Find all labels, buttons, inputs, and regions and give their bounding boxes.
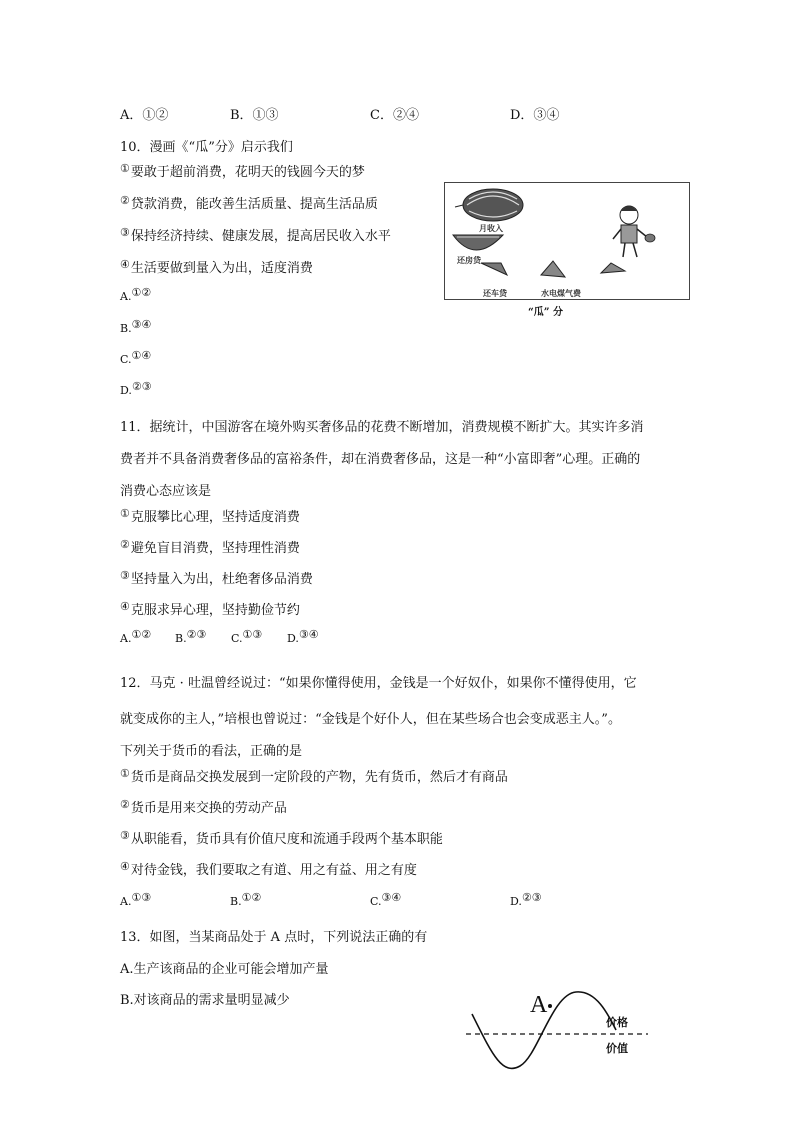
q11-item-text: 避免盲目消费，坚持理性消费: [130, 541, 300, 556]
q12-item-2: [120, 797, 287, 816]
q13-option-a: A.生产该商品的企业可能会增加产量: [120, 962, 329, 977]
q11-item-number: ③: [120, 569, 130, 582]
q10-item-4: [120, 257, 313, 276]
q12-option-b: [230, 891, 262, 908]
option-value: ①②: [131, 286, 152, 299]
option-value: ①②: [241, 891, 262, 904]
option-letter: D.: [510, 895, 522, 908]
q12-item-number: ④: [120, 860, 130, 873]
option-letter: B.: [120, 322, 132, 335]
q11-item-4: [120, 599, 300, 618]
q11-stem-line-2: 费者并不具备消费奢侈品的富裕条件，却在消费奢侈品，这是一种“小富即奢”心理。正确的: [120, 452, 641, 467]
q11-item-2: [120, 537, 300, 556]
option-value: ②③: [186, 628, 207, 641]
label-monthly-income: 月收入: [479, 223, 503, 233]
option-value: ①③: [242, 628, 263, 641]
option-value: ③④: [381, 891, 402, 904]
q13-stem: 13．如图，当某商品处于 A 点时，下列说法正确的有: [120, 930, 428, 945]
option-value: ①②: [131, 628, 152, 641]
option-letter: B.: [175, 632, 187, 645]
q11-item-text: 克服求异心理，坚持勤俭节约: [130, 603, 300, 618]
q10-option-a: [120, 286, 152, 303]
option-value: ③④: [298, 628, 319, 641]
q12-item-4: [120, 859, 417, 878]
value-label: 价值: [606, 1042, 628, 1055]
q10-figure-caption: “瓜” 分: [528, 307, 563, 318]
option-letter: B.: [230, 895, 242, 908]
option-letter: D.: [120, 384, 132, 397]
q10-option-b: [120, 318, 152, 335]
price-label: 价格: [606, 1016, 628, 1029]
q9-option-d: D．③④: [510, 108, 560, 123]
q13-price-value-figure: [466, 984, 652, 1076]
q12-item-1: [120, 766, 508, 785]
person-icon: [613, 206, 655, 257]
q12-item-text: 从职能看，货币具有价值尺度和流通手段两个基本职能: [130, 832, 443, 847]
option-letter: A.: [120, 290, 132, 303]
option-letter: A.: [120, 895, 132, 908]
watermelon-cartoon-illustration: [445, 183, 689, 299]
q12-stem-line-1: 12．马克 · 吐温曾经说过：“如果你懂得使用，金钱是一个好奴仆，如果你不懂得使用，它: [120, 676, 637, 691]
q9-option-a: A．①②: [120, 108, 169, 123]
q12-stem-line-2: 就变成你的主人，”培根也曾说过：“金钱是个好仆人，但在某些场合也会变成恶主人。”。: [120, 712, 621, 727]
q9-option-c: C．②④: [370, 108, 419, 123]
q10-option-d: [120, 380, 153, 397]
q12-item-text: 货币是商品交换发展到一定阶段的产物，先有货币，然后才有商品: [130, 770, 508, 785]
watermelon-slice-icon: [481, 263, 507, 275]
point-a-marker: [548, 1004, 552, 1008]
label-mortgage: 还房贷: [457, 255, 481, 265]
q11-item-text: 克服攀比心理，坚持适度消费: [130, 510, 300, 525]
q10-item-number: ④: [120, 258, 130, 271]
q10-item-1: [120, 161, 365, 180]
q10-item-text: 生活要做到量入为出，适度消费: [130, 261, 313, 276]
q11-item-text: 坚持量入为出，杜绝奢侈品消费: [130, 572, 313, 587]
point-a-label: A: [530, 992, 548, 1018]
watermelon-slice-icon: [541, 261, 565, 277]
option-letter: C.: [370, 895, 382, 908]
q12-stem-line-3: 下列关于货币的看法，正确的是: [120, 744, 303, 759]
q10-option-c: [120, 349, 152, 366]
q10-item-text: 贷款消费，能改善生活质量、提高生活品质: [130, 197, 378, 212]
whole-watermelon-icon: [463, 189, 523, 221]
label-utilities: 水电煤气费: [541, 288, 581, 298]
q12-option-a: [120, 891, 152, 908]
watermelon-slice-icon: [601, 263, 625, 273]
option-letter: C.: [231, 632, 243, 645]
q10-cartoon-figure: [444, 182, 690, 300]
q10-item-3: [120, 225, 391, 244]
q12-item-3: [120, 828, 443, 847]
option-value: ②③: [521, 891, 542, 904]
q12-item-number: ③: [120, 829, 130, 842]
q10-item-number: ①: [120, 162, 130, 175]
q10-item-text: 保持经济持续、健康发展，提高居民收入水平: [130, 229, 391, 244]
q11-option-d: [287, 628, 320, 645]
q12-item-text: 货币是用来交换的劳动产品: [130, 801, 287, 816]
option-value: ③④: [131, 318, 152, 331]
q12-item-number: ①: [120, 767, 130, 780]
option-letter: A.: [120, 632, 132, 645]
q12-option-c: [370, 891, 402, 908]
q10-item-2: [120, 193, 378, 212]
q12-option-d: [510, 891, 543, 908]
q10-item-number: ②: [120, 194, 130, 207]
q12-item-text: 对待金钱，我们要取之有道、用之有益、用之有度: [130, 863, 417, 878]
q11-item-1: [120, 506, 300, 525]
q11-stem-line-1: 11．据统计，中国游客在境外购买奢侈品的花费不断增加，消费规模不断扩大。其实许多消: [120, 420, 644, 435]
label-car-loan: 还车贷: [483, 288, 507, 298]
q11-item-number: ②: [120, 538, 130, 551]
option-value: ①④: [131, 349, 152, 362]
option-letter: C.: [120, 353, 132, 366]
q11-item-3: [120, 568, 313, 587]
q12-item-number: ②: [120, 798, 130, 811]
price-wave-diagram: [466, 984, 652, 1076]
q11-stem-line-3: 消费心态应该是: [120, 484, 212, 499]
q10-item-text: 要敢于超前消费，花明天的钱圆今天的梦: [130, 165, 365, 180]
q10-item-number: ③: [120, 226, 130, 239]
option-value: ①③: [131, 891, 152, 904]
q9-option-b: B．①③: [230, 108, 279, 123]
q13-option-b: B.对该商品的需求量明显减少: [120, 993, 290, 1008]
q10-stem: 10．漫画《“瓜”分》启示我们: [120, 140, 293, 155]
q11-option-b: [175, 628, 207, 645]
option-value: ②③: [131, 380, 152, 393]
option-letter: D.: [287, 632, 299, 645]
q11-option-a: [120, 628, 152, 645]
q11-item-number: ①: [120, 507, 130, 520]
q11-option-c: [231, 628, 263, 645]
q11-item-number: ④: [120, 600, 130, 613]
